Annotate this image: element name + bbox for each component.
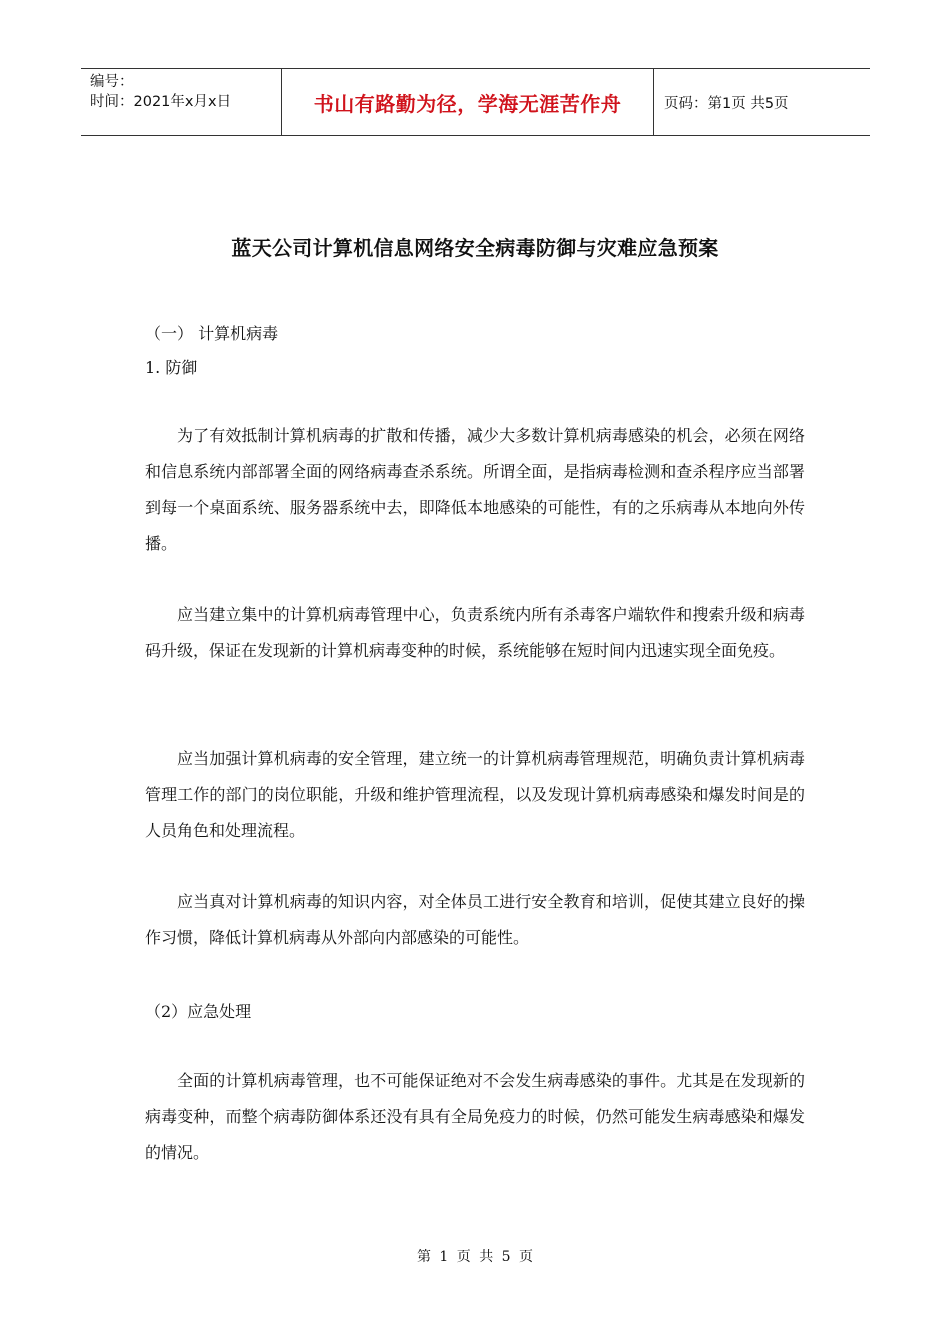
subsection-heading-defense: 1. 防御 — [145, 358, 198, 377]
section-heading: （一） 计算机病毒 — [145, 324, 279, 343]
page-footer: 第 1 页 共 5 页 — [416, 1249, 534, 1265]
code-label: 编号： — [90, 74, 134, 90]
time-label: 时间：2021年x月x日 — [90, 94, 232, 110]
header-meta-cell — [81, 69, 281, 135]
paragraph-defense-2: 应当建立集中的计算机病毒管理中心，负责系统内所有杀毒客户端软件和搜索升级和病毒码升级，保证在发现新的计算机病毒变种的时候，系统能够在短时间内迅速实现全面免疫。 — [145, 605, 805, 660]
header-page-cell — [654, 69, 870, 135]
paragraph-emergency: 全面的计算机病毒管理，也不可能保证绝对不会发生病毒感染的事件。尤其是在发现新的病毒变种，而整个病毒防御体系还没有具有全局免疫力的时候，仍然可能发生病毒感染和爆发的情况。 — [145, 1071, 805, 1162]
subsection-heading-emergency: （2）应急处理 — [145, 1002, 252, 1021]
document-title: 蓝天公司计算机信息网络安全病毒防御与灾难应急预案 — [231, 236, 719, 260]
page-info: 页码：第1页 共5页 — [664, 95, 789, 112]
paragraph-defense-4: 应当真对计算机病毒的知识内容，对全体员工进行安全教育和培训，促使其建立良好的操作习惯，降低计算机病毒从外部向内部感染的可能性。 — [145, 892, 805, 947]
motto-text: 书山有路勤为径，学海无涯苦作舟 — [313, 91, 622, 116]
header-motto-cell — [281, 69, 654, 135]
paragraph-defense-3: 应当加强计算机病毒的安全管理，建立统一的计算机病毒管理规范，明确负责计算机病毒管理工作的部门的岗位职能，升级和维护管理流程，以及发现计算机病毒感染和爆发时间是的人员角色和处理流程。 — [145, 749, 805, 840]
paragraph-defense-1: 为了有效抵制计算机病毒的扩散和传播，减少大多数计算机病毒感染的机会，必须在网络和信息系统内部部署全面的网络病毒查杀系统。所谓全面，是指病毒检测和查杀程序应当部署到每一个桌面系统、服务器系统中去，即降低本地感染的可能性，有的之乐病毒从本地向外传播。 — [145, 426, 805, 553]
header-table — [81, 68, 870, 136]
